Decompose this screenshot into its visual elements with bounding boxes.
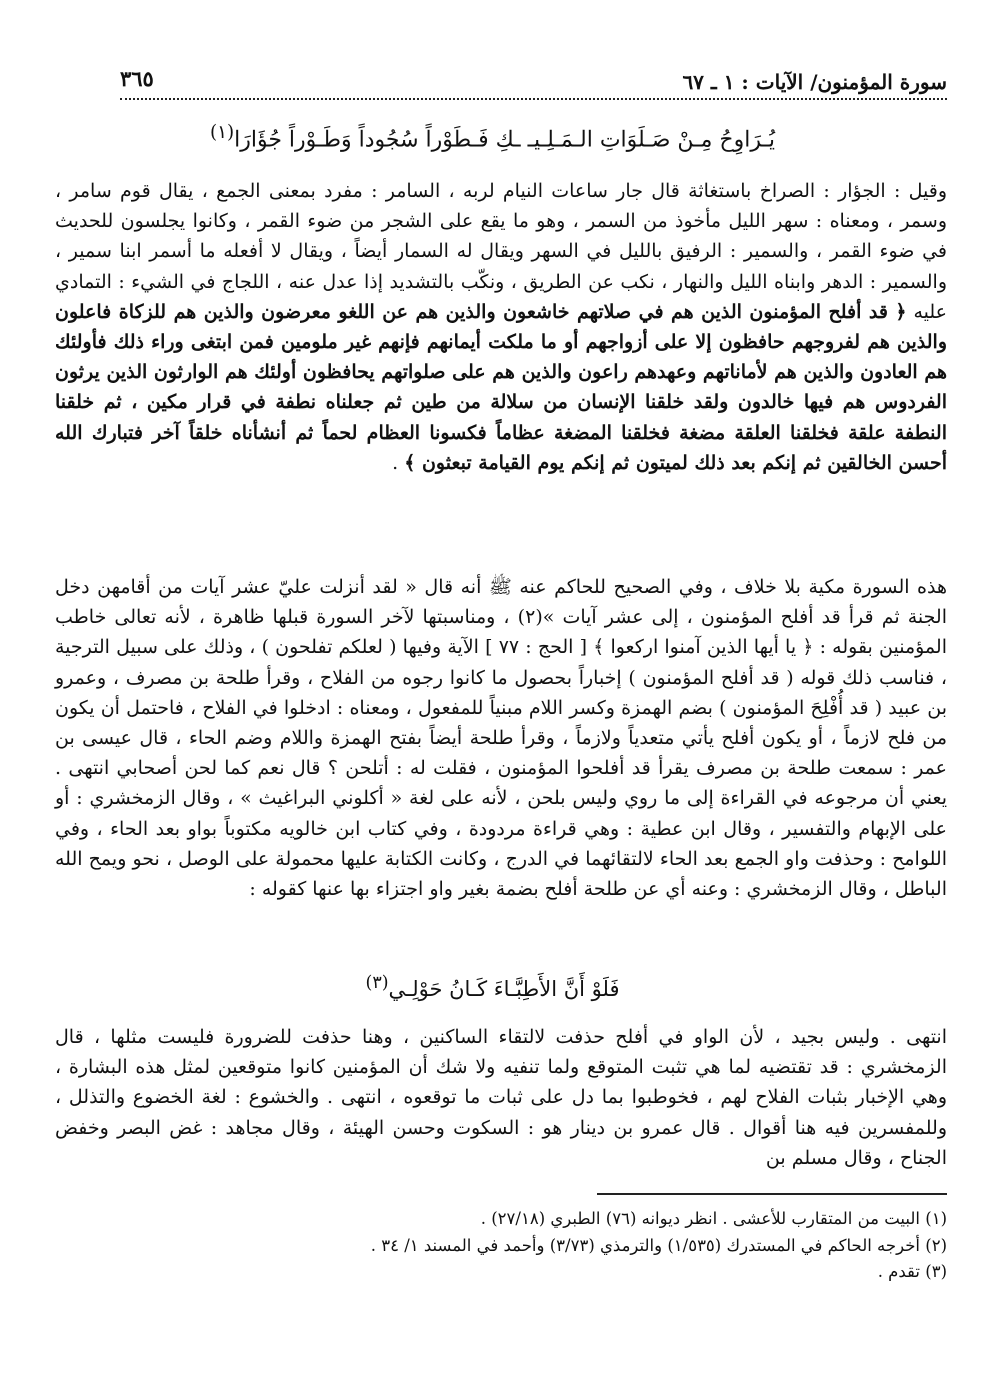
paragraph-1-end: . [392,451,405,474]
verse-footnote-ref: (١) [209,122,235,143]
paragraph-1-intro: وقيل : الجؤار : الصراخ باستغاثة قال جار ساعات النيام لربه ، السامر : مفرد بمعنى الجمع ، يقال قوم سامر ، وسمر ، ومعناه : سهر الليل مأخوذ من السمر ، وهو ما يقع على الشجر من ضوء القمر ، وكانوا يجلسون للحديث في ضوء القمر ، والسمير : الرفيق بالليل في السهر ويقال له السمار أيضاً ، ويقال لا أفعله ما أسمر ابنا سمير ، والسمير : الدهر وابناه الليل والنهار ، نكب عن الطريق ، ونكّب بالتشديد إذا عدل عنه ، اللجاج في الشيء : التمادي عليه [55,180,948,323]
footnote-divider [597,1193,947,1195]
footnote-2: (٢) أخرجه الحاكم في المستدرك (١/٥٣٥) والترمذي (٣/٧٣) وأحمد في المسند ١/ ٣٤ . [370,1235,947,1255]
running-title: سورة المؤمنون/ الآيات : ١ ـ ٦٧ [682,70,947,94]
poetry-verse [140,116,845,157]
page-header [120,64,947,100]
footnote-3: (٣) تقدم . [877,1262,947,1281]
poem-footnote-ref: (٣) [365,973,389,993]
paragraph-3: انتهى . وليس بجيد ، لأن الواو في أفلح حذفت لالتقاء الساكنين ، وهنا حذفت للضرورة فليست مثلها ، قال الزمخشري : قد تقتضيه لما هي تثبت المتوقع ولما تنفيه ولا شك أن المؤمنين كانوا متوقعين لمثل هذه البشارة ، وهي الإخبار بثبات الفلاح لهم ، فخوطبوا بما دل على ثبات ما توقعوه ، انتهى . والخشوع : لغة الخضوع والتذلل ، وللمفسرين فيه هنا أقوال . قال عمرو بن دينار هو : السكوت وحسن الهيئة ، وقال مجاهد : غض البصر وخفض الجناح ، وقال مسلم بن [55,1026,947,1169]
footnote-1: (١) البيت من المتقارب للأعشى . انظر ديوانه (٧٦) الطبري (٢٧/١٨) . [480,1209,947,1228]
poem-text: فَلَوْ أَنَّ الأَطِبَّـاءَ كَـانُ حَوْلِـي [388,977,620,1001]
verse-text: يُـرَاوِحُ مِـنْ صَـلَوَاتِ الـمَـلِـيـ ـكِ فَـطَوْراً سُجُوداً وَطَـوْراً جُؤَارَا [234,127,776,153]
quran-quote: ﴿ قد أفلح المؤمنون الذين هم في صلاتهم خاشعون والذين هم عن اللغو معرضون والذين هم للزكاة فاعلون والذين هم لفروجهم حافظون إلا على أزواجهم أو ما ملكت أيمانهم فإنهم غير ملومين فمن ابتغى وراء ذلك فأولئك هم العادون والذين هم لأماناتهم وعهدهم راعون والذين هم على صلواتهم يحافظون أولئك هم الوارثون الذين يرثون الفردوس هم فيها خالدون ولقد خلقنا الإنسان من سلالة من طين ثم جعلناه نطفة في قرار مكين ، ثم خلقنا النطفة علقة فخلقنا العلقة مضغة فخلقنا المضغة عظاماً فكسونا العظام لحماً ثم أنشأناه خلقاً آخر فتبارك الله أحسن الخالقين ثم إنكم بعد ذلك لميتون ثم إنكم يوم القيامة تبعثون ﴾ [55,300,947,474]
footnotes [120,1206,947,1286]
poetry-quote [100,968,885,1004]
paragraph-2: هذه السورة مكية بلا خلاف ، وفي الصحيح للحاكم عنه ﷺ أنه قال « لقد أنزلت عليّ عشر آيات من أقامهن دخل الجنة ثم قرأ قد أفلح المؤمنون ، إلى عشر آيات »(٢) ، ومناسبتها لآخر السورة قبلها ظاهرة ، لأنه تعالى خاطب المؤمنين بقوله : ﴿ يا أيها الذين آمنوا اركعوا ﴾ [ الحج : ٧٧ ] الآية وفيها ( لعلكم تفلحون ) ، وذلك على سبيل الترجية ، فناسب ذلك قوله ( قد أفلح المؤمنون ) إخباراً بحصول ما كانوا رجوه من الفلاح ، وقرأ طلحة بن مصرف ، وعمرو بن عبيد ( قد أُفْلِحَ المؤمنون ) بضم الهمزة وكسر اللام مبنياً للمفعول ، ومعناه : ادخلوا في الفلاح ، فاحتمل أن يكون من فلح لازماً ، أو يكون أفلح يأتي متعدياً ولازماً ، وقرأ طلحة أيضاً بفتح الهمزة واللام وضم الحاء ، قال عيسى بن عمر : سمعت طلحة بن مصرف يقرأ قد أفلحوا المؤمنون ، فقلت له : أتلحن ؟ قال نعم كما لحن أصحابي انتهى . يعني أن مرجوعه في القراءة إلى ما روي وليس بلحن ، لأنه على لغة « أكلوني البراغيث » ، وقال الزمخشري : أو على الإبهام والتفسير ، وقال ابن عطية : وهي قراءة مردودة ، وفي كتاب ابن خالويه مكتوباً بواو بعد الحاء ، وفي اللوامح : وحذفت واو الجمع بعد الحاء لالتقائهما في الدرج ، وكانت الكتابة عليها محمولة على الوصل ، نحو ويمح الله الباطل ، وقال الزمخشري : وعنه أي عن طلحة أفلح بضمة بغير واو اجتزاء بها عنها كقوله : [55,576,948,901]
paragraph-1 [55,176,947,478]
page-number: ٣٦٥ [120,66,154,91]
